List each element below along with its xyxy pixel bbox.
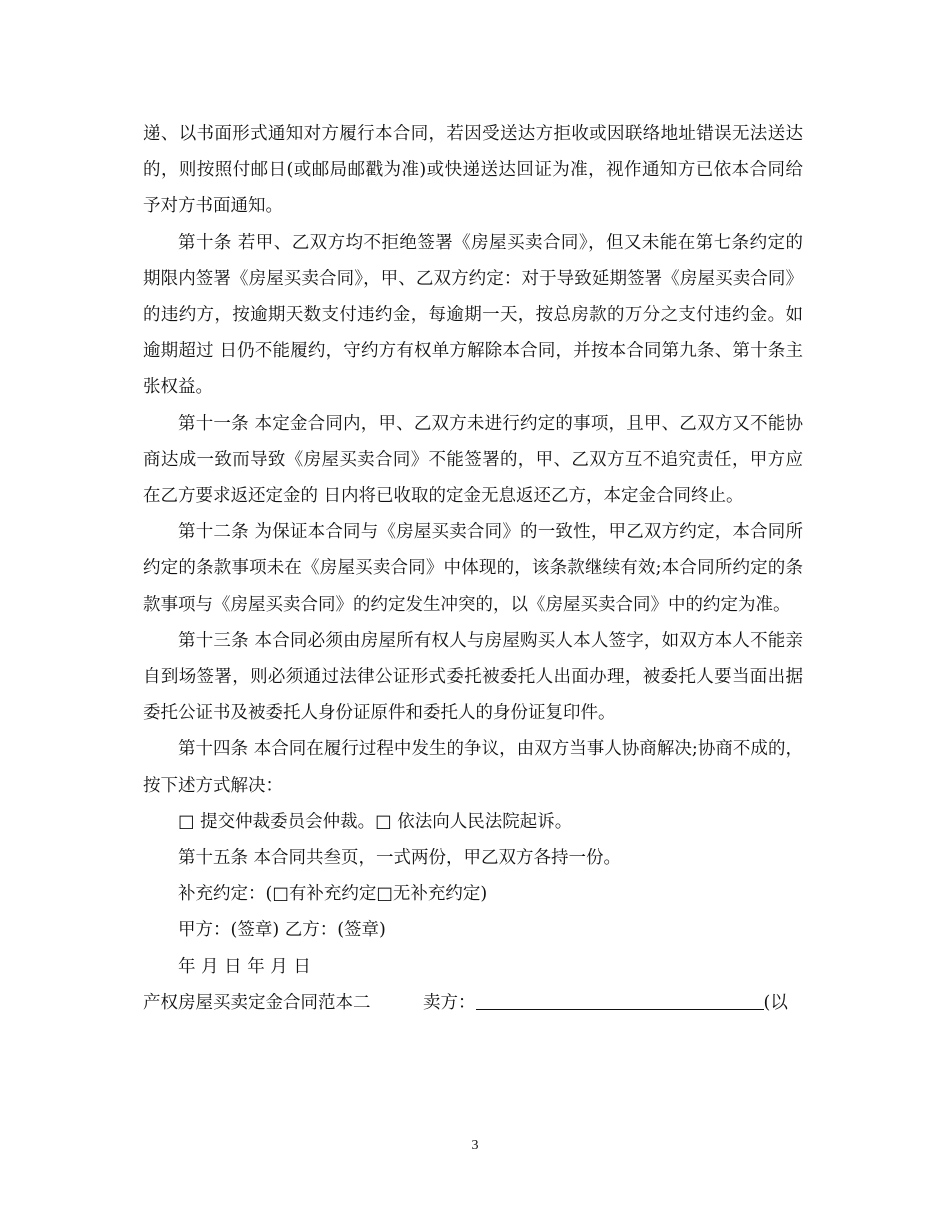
paragraph-article-12: 第十二条 为保证本合同与《房屋买卖合同》的一致性，甲乙双方约定，本合同所约定的条款事项未在《房屋买卖合同》中体现的，该条款继续有效;本合同所约定的条款事项与《房屋买卖合同》的约定发生冲突的，以《房屋买卖合同》中的约定为准。 [143,522,803,615]
paragraph-article-14: 第十四条 本合同在履行过程中发生的争议，由双方当事人协商解决;协商不成的，按下述方式解决： [143,739,803,796]
paragraph-article-13: 第十三条 本合同必须由房屋所有权人与房屋购买人本人签字，如双方本人不能亲自到场签署，则必须通过法律公证形式委托被委托人出面办理，被委托人要当面出据委托公证书及被委托人身份证原件和委托人的身份证复印件。 [143,630,803,724]
supplementary-agreement: 补充约定：(□有补充约定□无补充约定) [178,884,488,905]
paragraph-article-11: 第十一条 本定金合同内，甲、乙双方未进行约定的事项，且甲、乙双方又不能协商达成一致而导致《房屋买卖合同》不能签署的，甲、乙双方互不追究责任，甲方应在乙方要求返还定金的 日内将已收取的定金无息返还乙方，本定金合同终止。 [143,413,803,507]
dispute-options: □ 提交仲裁委员会仲裁。□ 依法向人民法院起诉。 [178,811,573,832]
closing-line [143,985,803,1021]
seller-label: 卖方： [423,992,476,1013]
next-template-title: 产权房屋买卖定金合同范本二 [143,992,371,1013]
paragraph-article-10: 第十条 若甲、乙双方均不拒绝签署《房屋买卖合同》，但又未能在第七条约定的期限内签署《房屋买卖合同》，甲、乙双方约定：对于导致延期签署《房屋买卖合同》的违约方，按逾期天数支付违约金，每逾期一天，按总房款的万分之支付违约金。如逾期超过 日仍不能履约，守约方有权单方解除本合同，并按本合同第九条、第十条主张权益。 [143,232,803,398]
paragraph-notice-continued: 递、以书面形式通知对方履行本合同，若因受送达方拒收或因联络地址错误无法送达的，则按照付邮日(或邮局邮戳为准)或快递送达回证为准，视作通知方已依本合同给予对方书面通知。 [143,124,803,217]
seller-trailing-text: (以 [763,992,788,1013]
seller-blank-line [476,991,764,1010]
signature-labels: 甲方：(签章) 乙方：(签章) [178,920,386,941]
seller-field [423,985,788,1021]
page-number: 3 [471,1138,479,1153]
paragraph-article-15: 第十五条 本合同共叁页，一式两份，甲乙双方各持一份。 [178,848,622,869]
document-body [143,116,803,1021]
signature-dates: 年 月 日 年 月 日 [178,956,311,977]
